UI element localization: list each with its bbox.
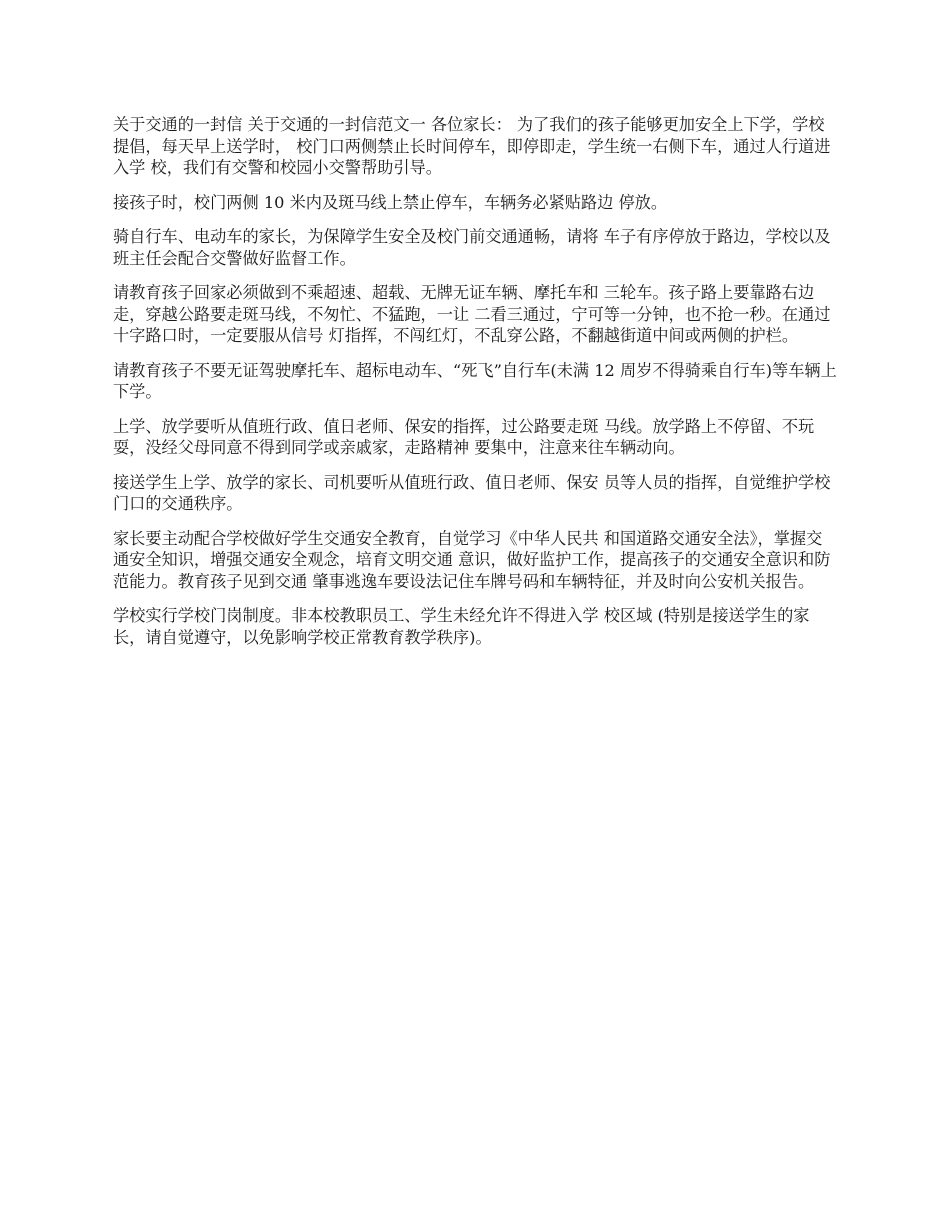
paragraph-5: 请教育孩子不要无证驾驶摩托车、超标电动车、“死飞”自行车(未满 12 周岁不得骑乘自行车)等车辆上下学。 xyxy=(113,360,837,401)
paragraph-7: 接送学生上学、放学的家长、司机要听从值班行政、值日老师、保安 员等人员的指挥，自觉维护学校门口的交通秩序。 xyxy=(113,472,831,513)
paragraph-4: 请教育孩子回家必须做到不乘超速、超载、无牌无证车辆、摩托车和 三轮车。孩子路上要靠路右边走，穿越公路要走斑马线，不匆忙、不猛跑，一让 二看三通过，宁可等一分钟，也不抢一秒。在通过十字路口时，一定要服从信号 灯指挥，不闯红灯，不乱穿公路，不翻越街道中间或两侧的护栏。 xyxy=(113,283,831,345)
paragraph-8: 家长要主动配合学校做好学生交通安全教育，自觉学习《中华人民共 和国道路交通安全法》，掌握交通安全知识，增强交通安全观念，培育文明交通 意识，做好监护工作，提高孩子的交通安全意识和防范能力。教育孩子见到交通 肇事逃逸车要设法记住车牌号码和车辆特征，并及时向公安机关报告。 xyxy=(113,528,831,591)
paragraph-1: 关于交通的一封信 关于交通的一封信范文一 各位家长： 为了我们的孩子能够更加安全上下学，学校提倡，每天早上送学时， 校门口两侧禁止长时间停车，即停即走，学生统一右侧下车，通过人行道进入学 校，我们有交警和校园小交警帮助引导。 xyxy=(113,115,831,177)
document-body xyxy=(113,114,837,661)
paragraph-3: 骑自行车、电动车的家长，为保障学生安全及校门前交通通畅，请将 车子有序停放于路边，学校以及班主任会配合交警做好监督工作。 xyxy=(113,227,831,268)
paragraph-9: 学校实行学校门岗制度。非本校教职员工、学生未经允许不得进入学 校区域 (特别是接送学生的家长，请自觉遵守，以免影响学校正常教育教学秩序)。 xyxy=(113,606,810,647)
paragraph-2: 接孩子时，校门两侧 10 米内及斑马线上禁止停车，车辆务必紧贴路边 停放。 xyxy=(113,192,668,212)
paragraph-6: 上学、放学要听从值班行政、值日老师、保安的指挥，过公路要走斑 马线。放学路上不停留、不玩耍，没经父母同意不得到同学或亲戚家，走路精神 要集中，注意来往车辆动向。 xyxy=(113,416,815,457)
